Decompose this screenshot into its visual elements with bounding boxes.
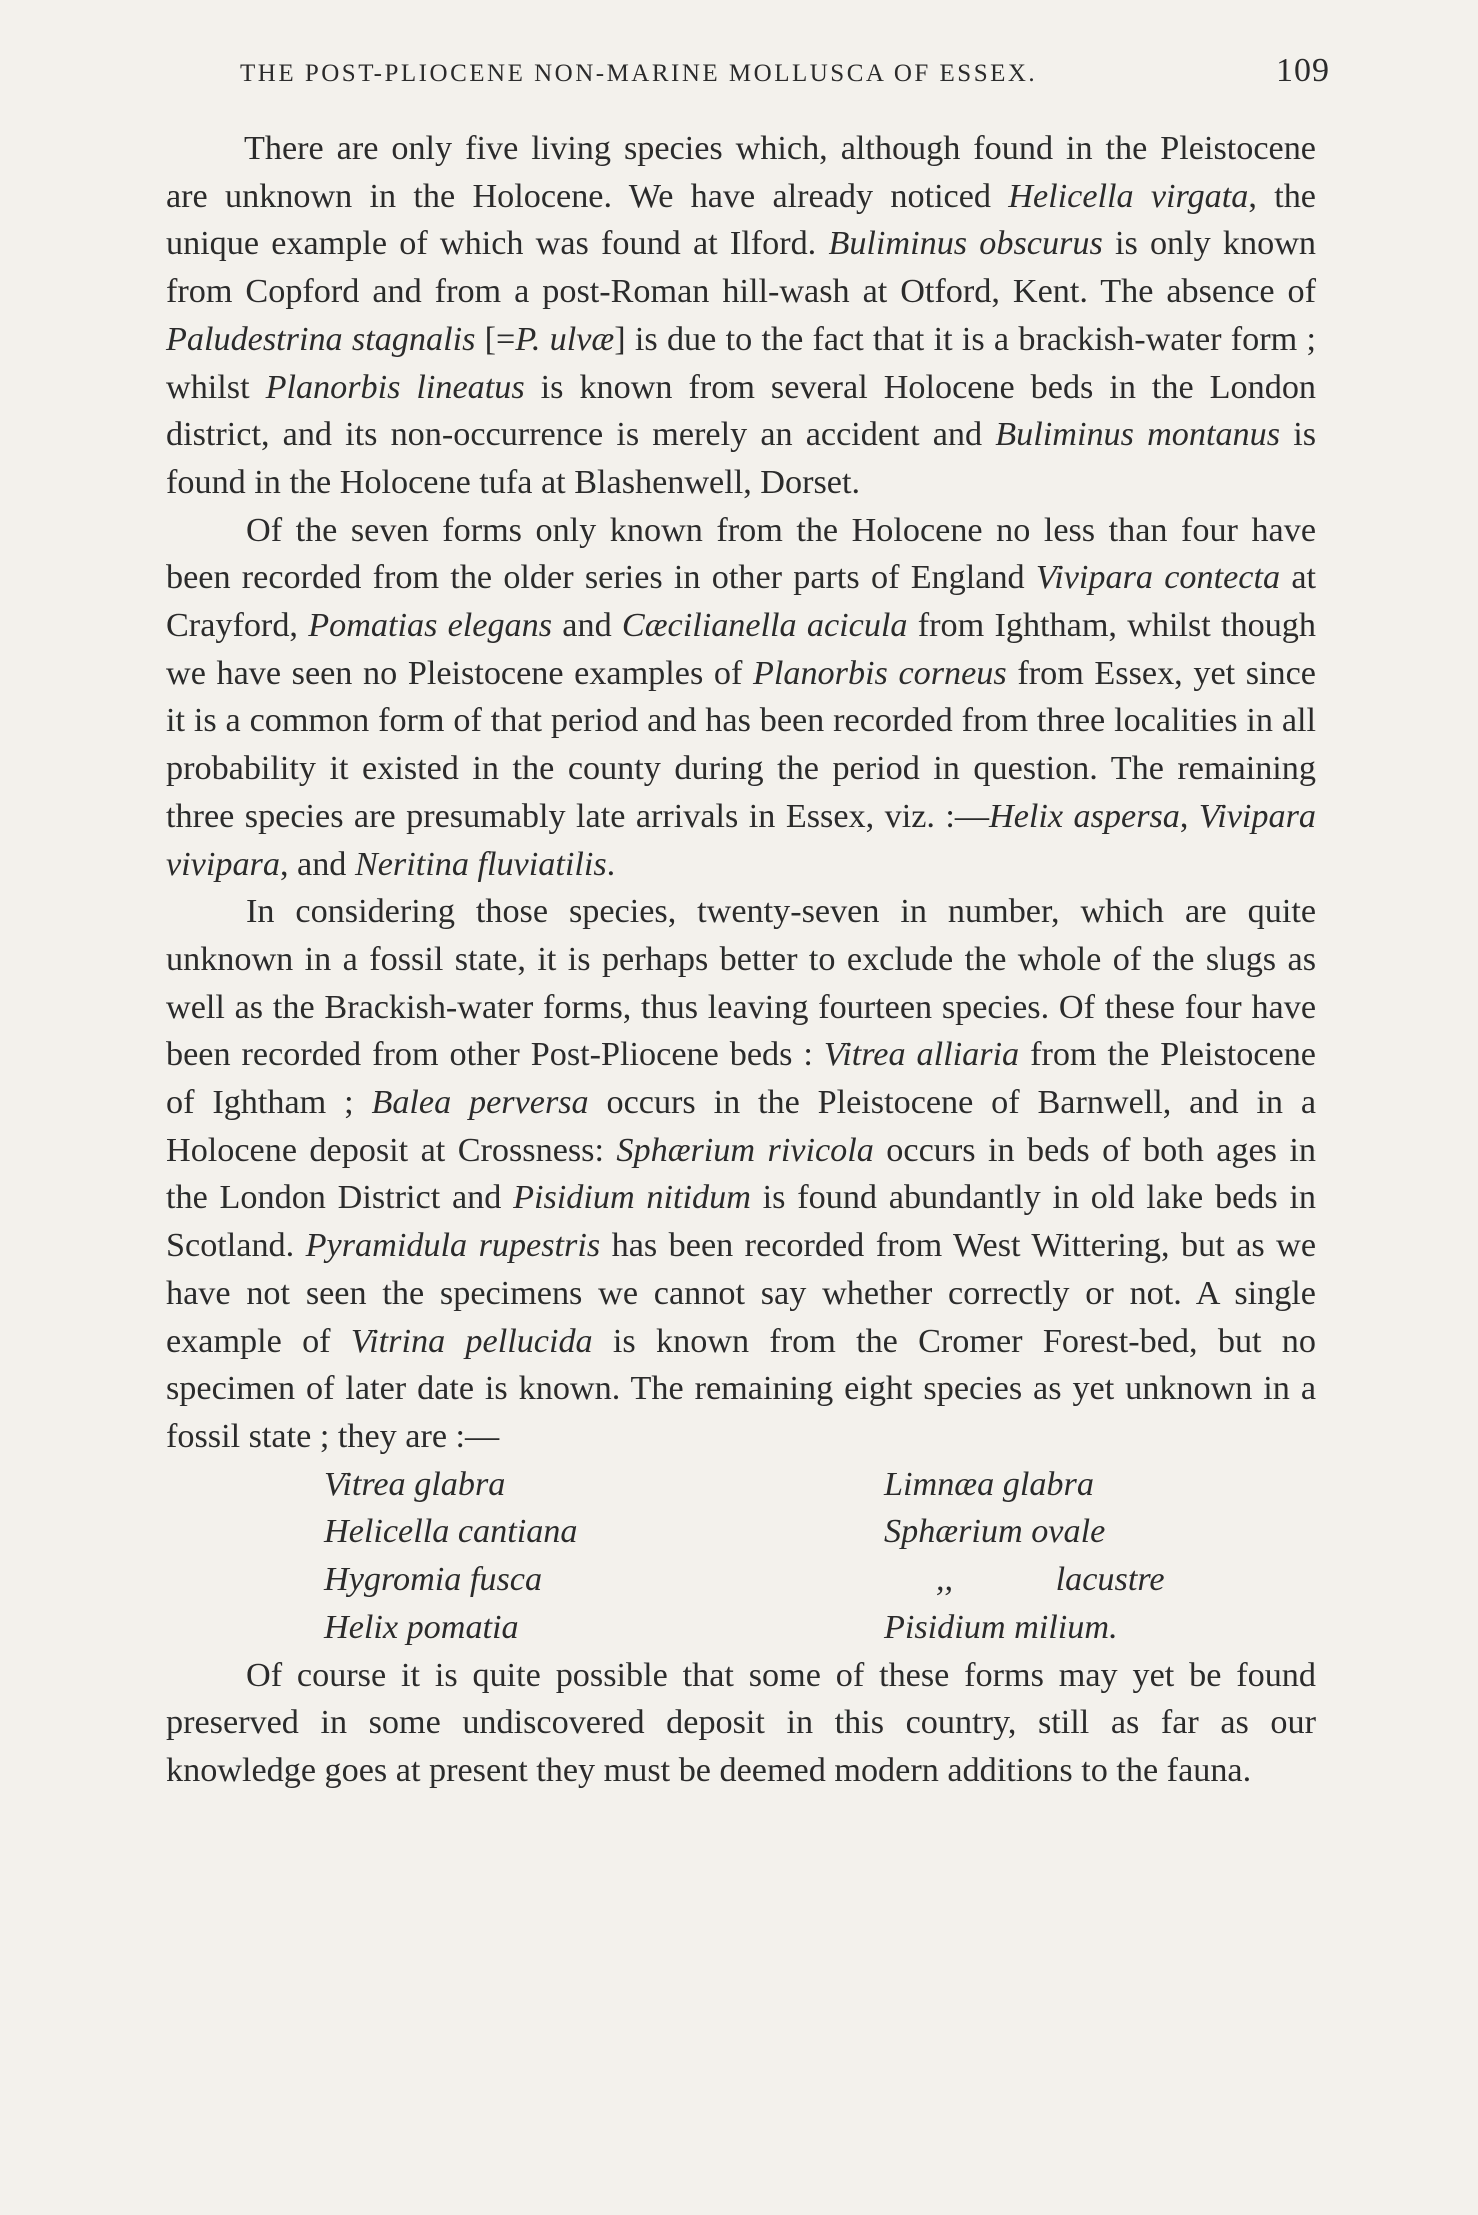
- species-list: [166, 1461, 1316, 1652]
- species-name: Planorbis corneus: [752, 654, 1007, 692]
- species-name: Cæcilianella acicula: [621, 607, 908, 645]
- species-item: Vitrea glabra: [324, 1465, 506, 1503]
- species-item: ,, lacustre: [936, 1561, 1165, 1599]
- species-name: Buliminus obscurus: [828, 225, 1103, 263]
- running-title: THE POST-PLIOCENE NON-MARINE MOLLUSCA OF ESSEX.: [240, 60, 1038, 87]
- species-item: Sphærium ovale: [884, 1513, 1106, 1551]
- species-name: Vitrina pellucida: [350, 1322, 593, 1360]
- species-item: Pisidium milium.: [884, 1608, 1118, 1646]
- species-name: Vivipara contecta: [1035, 559, 1281, 597]
- species-item: Hygromia fusca: [324, 1561, 543, 1599]
- species-name: Pomatias elegans: [308, 607, 553, 645]
- species-name: Vivipara vivipara: [166, 797, 1317, 883]
- species-name: P. ulvæ: [515, 320, 615, 358]
- species-name: Vitrea alliaria: [823, 1036, 1020, 1074]
- species-name: Planorbis lineatus: [265, 368, 525, 406]
- species-name: Balea perversa: [371, 1084, 589, 1122]
- species-item: Helicella cantiana: [324, 1513, 578, 1551]
- closing-paragraph: Of course it is quite possible that some of these forms may yet be found preserved in some undiscovered deposit in this country, still as far as our knowledge goes at present they must be deemed modern additions to the fauna.: [166, 1656, 1316, 1789]
- paragraph-2: Of the seven forms only known from the Holocene no less than four have been recorded from the older series in other parts of England Vivipara contecta at Crayford, Pomatias elegans and Cæcilianella acicula from Ightham, whilst though we have seen no Pleistocene examples of Planorbis corneus from Essex, yet since it is a common form of that period and has been recorded from three localities in all probability it existed in the county during the period in question. The remaining three species are presumably late arrivals in Essex, viz. :—Helix aspersa, Vivipara vivipara, and Neritina fluviatilis.: [166, 511, 1317, 883]
- running-header: [240, 52, 1330, 90]
- species-name: Helix aspersa: [989, 797, 1180, 835]
- paragraph-1: There are only five living species which, although found in the Pleistocene are unknown in the Holocene. We have already noticed Helicella virgata, the unique example of which was found at Ilford. Buliminus obscurus is only known from Copford and from a post-Roman hill-wash at Otford, Kent. The absence of Paludestrina stagnalis [=P. ulvæ] is due to the fact that it is a brackish-water form ; whilst Planorbis lineatus is known from several Holocene beds in the London district, and its non-occurrence is merely an accident and Buliminus montanus is found in the Holocene tufa at Blashenwell, Dorset.: [166, 130, 1317, 501]
- species-name: Helicella virgata: [1008, 177, 1249, 215]
- species-name: Buliminus montanus: [995, 416, 1281, 454]
- species-name: Pyramidula rupestris: [305, 1227, 601, 1265]
- species-item: Limnæa glabra: [884, 1465, 1094, 1503]
- species-name: Neritina fluviatilis: [354, 845, 607, 883]
- species-name: Pisidium nitidum: [513, 1179, 751, 1217]
- page-number: 109: [1276, 52, 1330, 89]
- body-text: [166, 125, 1316, 1795]
- species-name: Paludestrina stagnalis: [166, 320, 476, 358]
- species-name: Sphærium rivicola: [616, 1131, 874, 1169]
- species-item: Helix pomatia: [324, 1608, 519, 1646]
- paragraph-3: In considering those species, twenty-seven in number, which are quite unknown in a fossil state, it is perhaps better to exclude the whole of the slugs as well as the Brackish-water forms, thus leaving fourteen species. Of these four have been recorded from other Post-Pliocene beds : Vitrea alliaria from the Pleistocene of Ightham ; Balea perversa occurs in the Pleistocene of Barnwell, and in a Holocene deposit at Crossness: Sphærium rivicola occurs in beds of both ages in the London District and Pisidium nitidum is found abundantly in old lake beds in Scotland. Pyramidula rupestris has been recorded from West Wittering, but as we have not seen the specimens we cannot say whether correctly or not. A single example of Vitrina pellucida is known from the Cromer Forest-bed, but no specimen of later date is known. The remaining eight species as yet unknown in a fossil state ; they are :—: [166, 893, 1317, 1455]
